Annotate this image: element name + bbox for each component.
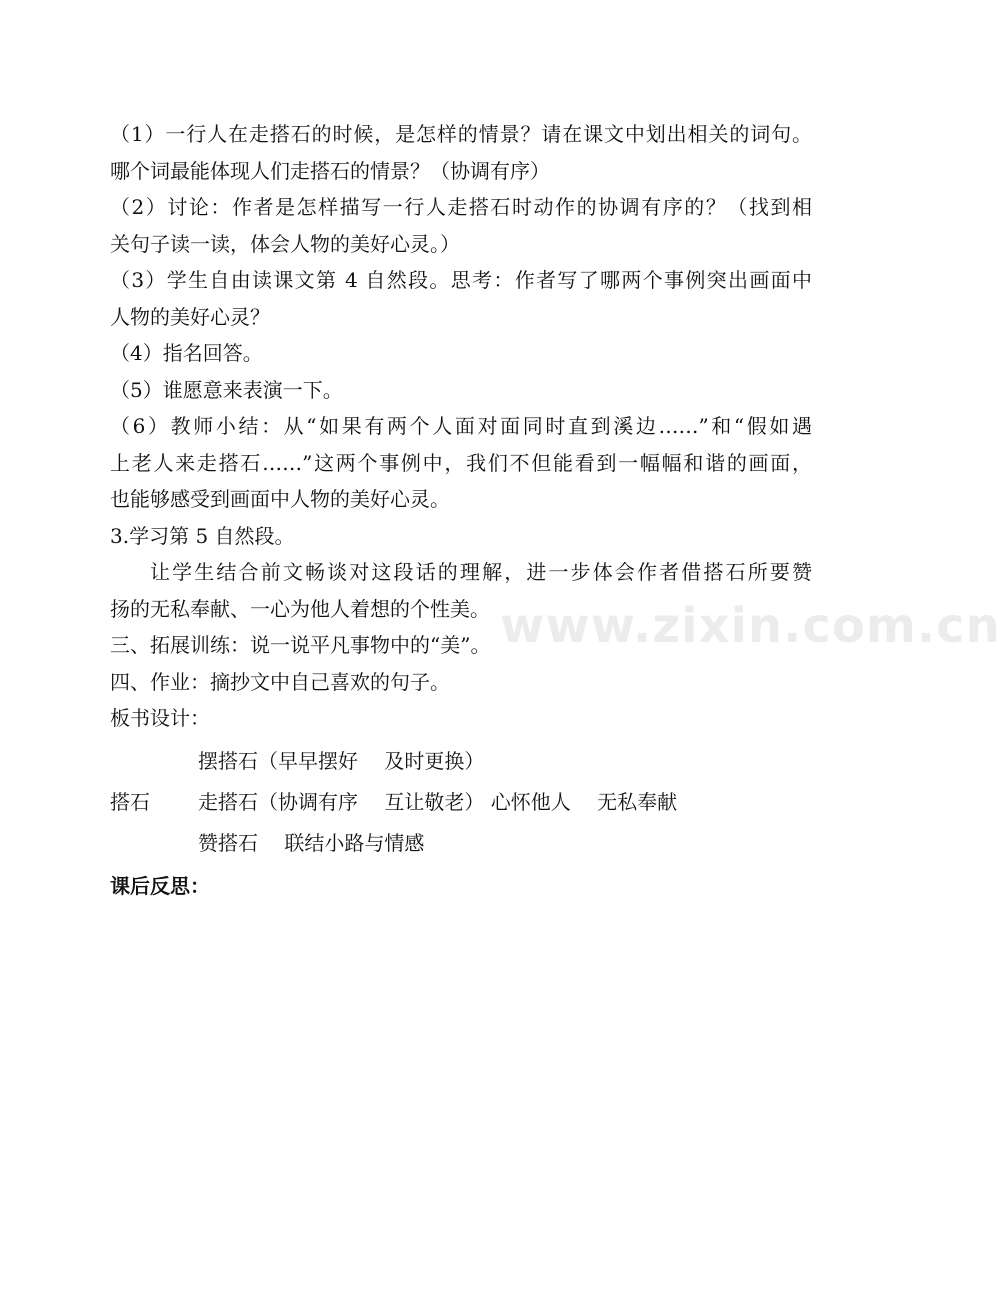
item-1-line-2: 哪个词最能体现人们走搭石的情景？（协调有序） bbox=[110, 158, 550, 183]
section-3-paragraph-line-1: 让学生结合前文畅谈对这段话的理解，进一步体会作者借搭石所要赞 bbox=[150, 560, 812, 584]
item-1-line-1: （1）一行人在走搭石的时候，是怎样的情景？请在课文中划出相关的词句。 bbox=[110, 122, 812, 146]
board-row-3-text: 赞搭石 联结小路与情感 bbox=[198, 830, 425, 855]
part-4-homework: 四、作业：摘抄文中自己喜欢的句子。 bbox=[110, 669, 450, 694]
item-3-line-1: （3）学生自由读课文第 4 自然段。思考：作者写了哪两个事例突出画面中 bbox=[110, 268, 812, 292]
document-body bbox=[110, 116, 812, 904]
item-3-line-2: 人物的美好心灵？ bbox=[110, 304, 270, 329]
section-3-paragraph-line-2: 扬的无私奉献、一心为他人着想的个性美。 bbox=[110, 596, 490, 621]
item-5: （5）谁愿意来表演一下。 bbox=[110, 377, 343, 402]
section-3-heading: 3.学习第 5 自然段。 bbox=[110, 523, 295, 548]
board-center-label: 搭石 bbox=[110, 789, 150, 814]
item-6-line-3: 也能够感受到画面中人物的美好心灵。 bbox=[110, 487, 450, 511]
item-4: （4）指名回答。 bbox=[110, 341, 263, 365]
item-2-line-1: （2）讨论：作者是怎样描写一行人走搭石时动作的协调有序的？（找到相 bbox=[110, 195, 812, 219]
reflection-heading: 课后反思： bbox=[110, 873, 210, 898]
board-row-1-text: 摆搭石（早早摆好 及时更换） bbox=[198, 748, 485, 773]
item-6-line-2: 上老人来走搭石……”这两个事例中，我们不但能看到一幅幅和谐的画面， bbox=[110, 450, 812, 475]
board-design-title: 板书设计： bbox=[110, 706, 210, 730]
watermark: www.zixin.com.cn bbox=[500, 598, 1001, 654]
item-2-line-2: 关句子读一读，体会人物的美好心灵。） bbox=[110, 231, 460, 256]
board-row-1 bbox=[110, 741, 812, 782]
board-row-3 bbox=[110, 823, 812, 864]
item-6-line-1: （6）教师小结：从“如果有两个人面对面同时直到溪边……”和“假如遇 bbox=[110, 414, 812, 438]
part-3-extension: 三、拓展训练：说一说平凡事物中的“美”。 bbox=[110, 633, 491, 657]
board-row-2-text: 走搭石（协调有序 互让敬老） 心怀他人 无私奉献 bbox=[198, 789, 678, 814]
board-row-2 bbox=[110, 782, 812, 823]
